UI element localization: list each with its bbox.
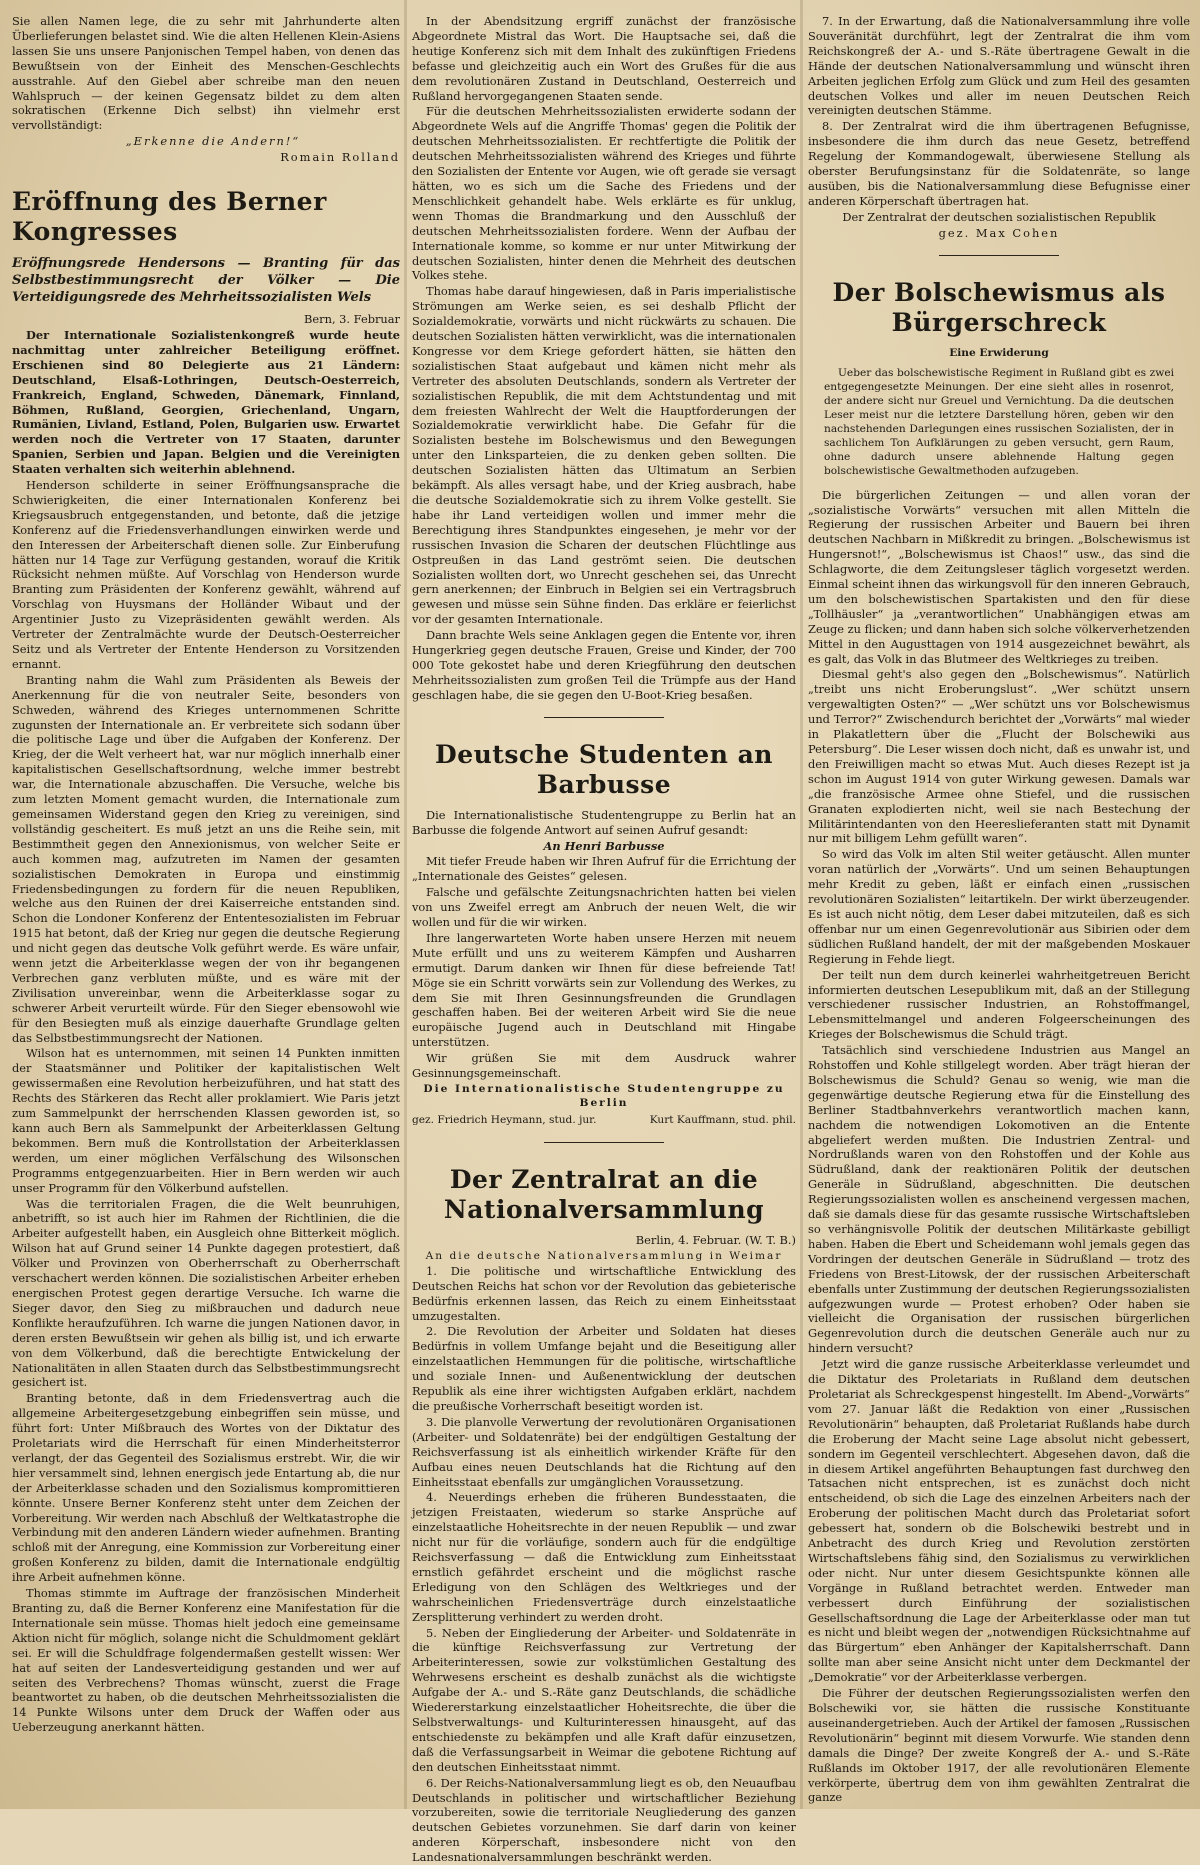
column-middle — [412, 14, 796, 1865]
students-signature: Die Internationalistische Studentengruppe zu Berlin — [423, 1083, 785, 1109]
bolsch-paragraph: Tatsächlich sind verschiedene Industrien aus Mangel an Rohstoffen und Kohle stillgelegt worden. Aber trägt hieran der Bolschewismus die Schuld? Genau so wenig, wie man die gegenwärtige deutsche Regierung etwa für die Einstellung des Berliner Stadtbahnverkehrs verantwortlich machen kann, nachdem die notwendigen Lokomotiven an die Entente abgeliefert werden mußten. Die Industrien Zentral- und Nordrußlands waren von den Rohstoffen und der Kohle aus Südrußland, dank der reaktionären Politik der deutschen Generäle in Südrußland, abgeschnitten. Die deutschen Regierungssozialisten wollen es anscheinend vergessen machen, daß sie damals diese für das gesamte russische Wirtschaftsleben so verhängnisvolle Politik der deutschen Militärkaste gebilligt haben. Haben die Ebert und Scheidemann wohl jemals gegen das Vordringen der deutschen Generäle in Südrußland — trotz des Friedens von Brest-Litowsk, der der russischen Arbeiterschaft ebenfalls unter Zustimmung der deutschen Regierungssozialisten aufgezwungen wurde — Protest erhoben? Oder haben sie vielleicht die Organisation der russischen bürgerlichen Gegenrevolution durch die deutschen Generäle auch nur zu hindern versucht? — [808, 1043, 1190, 1356]
subheadline-bern-congress: Eröffnungsrede Hendersons — Branting für das Selbstbestimmungsrecht der Völker — Die Verteidigungsrede des Mehrheitssozialisten Wels — [12, 256, 400, 306]
zentral-address: An die deutsche Nationalversammlung in Weimar — [425, 1249, 783, 1262]
article-paragraph: Thomas habe darauf hingewiesen, daß in Paris imperialistische Strömungen am Werke seien, es sei deshalb Pflicht der Sozialdemokratie, vorwärts und nicht rückwärts zu schauen. Die deutschen Sozialisten hätten verwirklicht, was die internationalen Kongresse vor dem Kriege gefordert hätten, sie hätten den sozialistischen Staat aufgebaut und kämen nicht mehr als Vertreter des absoluten Deutschlands, sondern als Vertreter der sozialistischen Republik, die mit dem Achtstundentag und mit dem freiesten Wahlrecht der Welt die Hauptforderungen der Sozialdemokratie verwirklicht habe. Die Gefahr für die Sozialisten bestehe im Bolschewismus und den Bewegungen unter den Linksparteien, die zu denken geben sollten. Die deutschen Sozialisten hätten das Ultimatum an Serbien bekämpft. Als alles versagt habe, und der Krieg ausbrach, habe die deutsche Sozialdemokratie sich zu ihrem Volke gestellt. Sie habe ihr Land verteidigen wollen und immer mehr die Berechtigung ihres Standpunktes eingesehen, je mehr vor der russischen Invasion die Scharen der deutschen Flüchtlinge aus Ostpreußen in das Land geströmt seien. Die deutschen Sozialisten wollten dort, wo Unrecht geschehen sei, das Unrecht gern anerkennen; der Einbruch in Belgien sei ein Vertragsbruch gewesen und müsse sein Sühne finden. Das erkläre er feierlichst vor der gesamten Internationale. — [412, 284, 796, 627]
students-paragraph: Falsche und gefälschte Zeitungsnachrichten hatten bei vielen von uns Zweifel erregt am Anbruch der neuen Welt, die wir wollen und für die wir wirken. — [412, 885, 796, 930]
intro-text: Sie allen Namen lege, die zu sehr mit Jahrhunderte alten Überlieferungen belastet sind. Wie die alten Hellenen Klein-Asiens lassen Sie uns unsere Panjonischen Tempel haben, von denen das Bewußtsein von der Einheit des Menschen-Geschlechts ausstrahle. Auf den Giebel aber schreibe man den neuen Wahlspruch — der keinen Gegensatz bildet zu dem alten sokratischen (Erkenne Dich selbst) ihn vielmehr erst vervollständigt: — [12, 14, 400, 133]
article-paragraph: Branting betonte, daß in dem Friedensvertrag auch die allgemeine Arbeitergesetzgebung einbegriffen sein müsse, und führt fort: Unter Mißbrauch des Wortes von der Diktatur des Proletariats wird die Herrschaft für einen Minderheitsterror verlangt, der das Gegenteil des Sozialismus erstrebt. Wir, die wir hier versammelt sind, lehnen energisch jede Entartung ab, die nur der Arbeiterklasse schaden und den Sozialismus kompromittieren könnte. Unsere Berner Konferenz steht unter dem Zeichen der Vorbereitung. Wir werden nach Abschluß der Weltkatastrophe die Verbindung mit den anderen Ländern wieder aufnehmen. Branting schloß mit der Anregung, eine Kommission zur Vorbereitung einer großen Konferenz zu bilden, damit die Internationale endgültig ihre Arbeit aufnehmen könne. — [12, 1391, 400, 1585]
section-divider — [544, 1142, 664, 1143]
bolsch-paragraph: Diesmal geht's also gegen den „Bolschewismus“. Natürlich „treibt uns nicht Eroberungslust“. „Wer schützt unsern vergewaltigten Osten?“ — „Wer schützt uns vor Bolschewismus und Terror?“ Zwischendurch berichtet der „Vorwärts“ mal wieder in Plakatlettern über die „Flucht der Bolschewiki aus Petersburg“. Die Leser wissen doch nicht, daß es unwahr ist, und den Freiwilligen macht so etwas Mut. Auch dieses Rezept ist ja schon im August 1914 von guter Wirkung gewesen. Damals war „die französische Armee ohne Stiefel, und die russischen Granaten explodierten nicht, weil sie nach Bestechung der Militärintendanten von den Heereslieferanten statt mit Dynamit nur mit billigem Lehm gefüllt waren“. — [808, 667, 1190, 846]
students-intro: Die Internationalistische Studentengruppe zu Berlin hat an Barbusse die folgende Antwort auf seinen Aufruf gesandt: — [412, 807, 796, 837]
zentral-point: 7. In der Erwartung, daß die Nationalversammlung ihre volle Souveränität durchführt, legt der Zentralrat die ihm vom Reichskongreß der A.- und S.-Räte übertragene Gewalt in die Hände der deutschen Nationalversammlung und wünscht ihren Arbeiten jeglichen Erfolg zum Glück und zum Heil des gesamten deutschen Volkes und aller im neuen Deutschen Reich vereinigten deutschen Stämme. — [808, 14, 1190, 118]
zentral-point: 5. Neben der Eingliederung der Arbeiter- und Soldatenräte in die künftige Reichsverfassung zur Vertretung der Arbeiterinteressen, sowie zur volkstümlichen Gestaltung des Wehrwesens erscheint es deshalb zunächst als die wichtigste Aufgabe der A.- und S.-Räte ganz Deutschlands, die schädliche Wiedererstarkung einzelstaatlicher Hoheitsrechte, die über die Selbstverwaltungs- und Kulturinteressen hinausgeht, auf das entschiedenste zu bekämpfen und alle Kraft dafür einzusetzen, daß die Verfassungsarbeit in Weimar die gebotene Richtung auf den deutschen Einheitsstaat nimmt. — [412, 1625, 796, 1774]
students-salutation: An Henri Barbusse — [543, 838, 665, 853]
article-paragraph: Für die deutschen Mehrheitssozialisten erwiderte sodann der Abgeordnete Wels auf die Angriffe Thomas' gegen die Politik der deutschen Mehrheitssozialisten. Er rechtfertigte die Politik der deutschen Mehrheitssozialisten während des Krieges und führte den Sozialisten der Entente vor Augen, wie oft gerade sie versagt hätten, wo es sich um die Sache des Friedens und der Menschlichkeit gehandelt habe. Wels erklärte es für unklug, wenn Thomas die Brandmarkung und den Ausschluß der deutschen Mehrheitssozialisten fordere. Wenn der Aufbau der Internationale komme, so komme er nur unter Mitwirkung der deutschen Sozialisten, hinter denen die Mehrheit des deutschen Volkes stehe. — [412, 104, 796, 283]
column-rule — [800, 0, 803, 1809]
headline-zentralrat: Der Zentralrat an die Nationalversammlung — [443, 1164, 765, 1224]
column-left — [12, 14, 400, 1795]
students-signer: gez. Friedrich Heymann, stud. jur. — [412, 1114, 597, 1126]
zentral-signer: gez. Max Cohen — [938, 225, 1060, 240]
article-paragraph: Dann brachte Wels seine Anklagen gegen die Entente vor, ihren Hungerkrieg gegen deutsche Frauen, Greise und Kinder, der 700 000 Tote gekostet habe und deren Kriegführung den deutschen Mehrheitssozialisten zum großen Teil die Trümpfe aus der Hand geschlagen habe, die sie gegen den U-Boot-Krieg besaßen. — [412, 628, 796, 702]
article-paragraph: Henderson schilderte in seiner Eröffnungsansprache die Schwierigkeiten, die einer Internationalen Konferenz bei Kriegsausbruch entgegenstanden, und betonte, daß die jetzige Konferenz auf die Friedensverhandlungen einwirken werde und den Interessen der Arbeiterschaft dienen solle. Zur Einberufung hätten nur 14 Tage zur Verfügung gestanden, worauf die Kritik Rücksicht nehmen müßte. Auf Vorschlag von Henderson wurde Branting zum Präsidenten der Konferenz gewählt, während auf Vorschlag von Huysmans der Holländer Wibaut und der Argentinier Justo zu Vizepräsidenten gewählt werden. Als Vertreter der Zentralmächte wurde der Deutsch-Oesterreicher Seitz und als Vertreter der Entente Henderson zu Vorsitzenden ernannt. — [12, 478, 400, 671]
zentral-point: 3. Die planvolle Verwertung der revolutionären Organisationen (Arbeiter- und Soldatenräte) bei der endgültigen Gestaltung der Reichsverfassung ist als einheitlich wirkender Kräfte für den Aufbau eines neuen Deutschlands hat die Richtung auf den Einheitsstaat ebenfalls zur umgänglichen Voraussetzung. — [412, 1414, 796, 1489]
bolsch-paragraph: Die bürgerlichen Zeitungen — und allen voran der „sozialistische Vorwärts“ versuchen mit allen Mitteln die Regierung der russischen Arbeiter und Bauern bei ihren deutschen Nachbarn in Mißkredit zu bringen. „Bolschewismus ist Hungersnot!“, „Bolschewismus ist Chaos!“ usw., das sind die Schlagworte, die dem Zeitungsleser täglich vorgesetzt werden. Einmal scheint ihnen das wirkungsvoll für den inneren Gebrauch, um den bolschewistischen Spartakisten und den für diese „Tollhäusler“ ja „verantwortlichen“ Unabhängigen etwas am Zeuge zu flicken; und dann haben sich solche völkerverhetzenden Mittel in den Augusttagen von 1914 ausgezeichnet bewährt, als es galt, das Volk in das Blutmeer des Weltkrieges zu treiben. — [808, 487, 1190, 666]
column-rule — [404, 0, 407, 1809]
students-signers — [412, 1113, 796, 1128]
article-paragraph: Der Internationale Sozialistenkongreß wurde heute nachmittag unter zahlreicher Beteiligung eröffnet. Erschienen sind 80 Delegierte aus 21 Ländern: Deutschland, Elsaß-Lothringen, Deutsch-Oesterreich, Frankreich, England, Schweden, Dänemark, Finnland, Böhmen, Rußland, Georgien, Griechenland, Ungarn, Rumänien, Livland, Estland, Polen, Bulgarien usw. Erwartet werden noch die Vertreter von 17 Staaten, darunter Spanien, Serbien und Japan. Belgien und die Vereinigten Staaten verhalten sich weiterhin ablehnend. — [12, 327, 400, 477]
zentral-point: 8. Der Zentralrat wird die ihm übertragenen Befugnisse, insbesondere die ihm durch das neue Gesetz, betreffend Regelung der Kommandogewalt, überwiesene Stellung als oberster Berufungsinstanz für die Soldatenräte, so lange ausüben, bis die Nationalversammlung diese Befugnisse einer anderen Körperschaft übertragen hat. — [808, 119, 1190, 208]
article-paragraph: Branting nahm die Wahl zum Präsidenten als Beweis der Anerkennung für die von neutraler Seite, besonders von Schweden, während des Krieges unternommenen Schritte zugunsten der Internationale an. Er verbreitete sich sodann über die politische Lage und über die Aufgaben der Konferenz. Der Krieg, der die Welt verheert hat, war nur möglich innerhalb einer kapitalistischen Gesellschaftsordnung, welche immer bestrebt war, die Internationale abzuschaffen. Die Versuche, welche bis zum letzten Moment gemacht wurden, die Internationale zum gemeinsamen Widerstand gegen den Krieg zu vereinigen, sind vollständig gescheitert. Es muß jetzt an uns die Reihe sein, mit Bestimmtheit gegen den Annexionismus, von welcher Seite er auch kommen mag, aufzutreten im Namen der gesamten sozialistischen Demokraten in Europa und einstimmig Friedensbedingungen zu fordern für die neuen Republiken, welche aus den Ruinen der drei Kaiserreiche entstanden sind. Schon die Londoner Konferenz der Ententesozialisten im Februar 1915 hat betont, daß der Krieg nur gegen die deutsche Regierung und nicht gegen das deutsche Volk geführt werde. Es wäre unfair, wenn jetzt die Arbeiterklasse wegen der von ihr begangenen Verbrechen ganz verbluten müßte, und es wäre mit der Zivilisation unvereinbar, wenn die Arbeiterklasse sogar zu schwerer Arbeit verurteilt würde. Für den Sieger ebensowohl wie für den Besiegten muß als einzige dauerhafte Grundlage gelten das Selbstbestimmungsrecht der Nationen. — [12, 672, 400, 1045]
students-paragraph: Wir grüßen Sie mit dem Ausdruck wahrer Gesinnungsgemeinschaft. — [412, 1051, 796, 1081]
headline-bern-congress: Eröffnung des Berner Kongresses — [12, 187, 327, 247]
bolsch-paragraph: Der teilt nun dem durch keinerlei wahrheitgetreuen Bericht informierten deutschen Lesepublikum mit, daß an der Stillegung verschiedener russischer Industrien, an Rohstoffmangel, Lebensmittelmangel und anderen Folgeerscheinungen des Krieges der Bolschewismus die Schuld trägt. — [808, 967, 1190, 1042]
bolsch-lead: Ueber das bolschewistische Regiment in Rußland gibt es zwei entgegengesetzte Meinungen. Der eine sieht alles in rosenrot, der andere sicht nur Greuel und Vernichtung. Da die deutschen Leser meist nur die letztere Darstellung hören, geben wir den nachstehenden Darlegungen eines russischen Sozialisten, der in sachlichem Ton Aufklärungen zu geben versucht, gern Raum, ohne dadurch unsere ablehnende Haltung gegen bolschewistische Gewaltmethoden aufzugeben. — [824, 366, 1174, 477]
article-paragraph: Wilson hat es unternommen, mit seinen 14 Punkten inmitten der Staatsmänner und Politiker der kapitalistischen Welt gewissermaßen eine Revolution herbeizuführen, und hat statt des Rechts des Stärkeren das Recht aller proklamiert. Wie Paris jetzt zum Sammelpunkt der herrschenden Klassen geworden ist, so kann auch Bern als Sammelpunkt der Arbeiterklassen Geltung bekommen. Bern muß die Kontrollstation der Arbeiterklassen werden, um einer möglichen Verfälschung des Wilsonschen Programms entgegenzuarbeiten. Hier in Bern werden wir auch unser Programm für den Völkerbund aufstellen. — [12, 1046, 400, 1195]
section-divider — [544, 717, 664, 718]
zentral-dateline: Berlin, 4. Februar. (W. T. B.) — [635, 1232, 796, 1247]
bolsch-paragraph: Jetzt wird die ganze russische Arbeiterklasse verleumdet und die Diktatur des Proletariats in Rußland dem deutschen Proletariat als Schreckgespenst hingestellt. Im Abend-„Vorwärts“ vom 27. Januar läßt die Redaktion von einer „Russischen Revolutionärin“ behaupten, daß Proletariat Rußlands habe durch die Eroberung der Macht seine Lage absolut nicht gebessert, sondern im Gegenteil verschlechtert. Abgesehen davon, daß die in diesem Artikel angeführten Behauptungen fast durchweg den Tatsachen nicht entsprechen, ist es zunächst doch nicht entscheidend, ob sich die Lage des einzelnen Arbeiters nach der Eroberung der politischen Macht durch das Proletariat sofort gebessert hat, sondern ob die Bolschewiki bestrebt und in Anbetracht des durch Krieg und Revolution zerstörten Wirtschaftslebens fähig sind, den Sozialismus zu verwirklichen oder nicht. Nur unter diesem Gesichtspunkte können alle Vorgänge in Rußland betrachtet werden. Entweder man verbessert durch Einführung der sozialistischen Gesellschaftsordnung die Lage der Arbeiterklasse oder man tut es nicht und bleibt wegen der „notwendigen Rücksichtnahme auf das Bürgertum“ eben Anhänger der Kapitalsherrschaft. Dann sollte man aber seine Ansicht nicht unter dem Deckmantel der „Demokratie“ vor der Arbeiterklasse verbergen. — [808, 1357, 1190, 1685]
zentral-point: 2. Die Revolution der Arbeiter und Soldaten hat dieses Bedürfnis in vollem Umfange bejaht und die Beseitigung aller einzelstaatlichen Hemmungen für die politische, wirtschaftliche und soziale Innen- und Außenentwicklung der deutschen Republik als eine ihrer wichtigsten Aufgaben erklärt, nachdem die preußische Vorherrschaft beseitigt worden ist. — [412, 1324, 796, 1413]
article-paragraph: In der Abendsitzung ergriff zunächst der französische Abgeordnete Mistral das Wort. Die Hauptsache sei, daß die heutige Konferenz sich mit dem Inhalt des zukünftigen Friedens befasse und gleichzeitig auch ein Wort des Grußes für die aus dem revolutionären Zustand in Deutschland, Oesterreich und Rußland hervorgegangenen Staaten sende. — [412, 14, 796, 103]
article-paragraph: Was die territorialen Fragen, die die Welt beunruhigen, anbetrifft, so ist auch hier im Rahmen der Richtlinien, die die Arbeiter aufgestellt haben, ein Ausgleich ohne Bitterkeit möglich. Wilson hat auf Grund seiner 14 Punkte dagegen protestiert, daß Völker und Provinzen von Oberherrschaft zu Oberherrschaft verschachert werden können. Die sozialistischen Arbeiter erheben energischen Protest gegen derartige Versuche. Ich warne die Sieger davor, den Sieg zu mißbrauchen und dadurch neue Konflikte heraufzuführen. Ich warne die jungen Nationen davor, in deren ersten Bewußtsein wir gehen als billig ist, und ich erwarte von dem Völkerbund, daß die berechtigte Entwickelung der Nationalitäten in allen Staaten durch das Selbstbestimmungsrecht gesichert ist. — [12, 1196, 400, 1390]
students-signer: Kurt Kauffmann, stud. phil. — [649, 1114, 796, 1126]
motto-author: Romain Rolland — [280, 150, 400, 165]
bolsch-paragraph: Die Führer der deutschen Regierungssozialisten werfen den Bolschewiki vor, sie hätten die russische Konstituante auseinandergetrieben. Auch der Artikel der famosen „Russischen Revolutionärin“ beginnt mit diesem Vorwurfe. Wie standen denn damals die Dinge? Der zweite Kongreß der A.- und S.-Räte Rußlands im Oktober 1917, der alle revolutionären Elemente verkörperte, übertrug dem von ihm gewählten Zentralrat die ganze — [808, 1686, 1190, 1805]
column-right — [808, 14, 1190, 1805]
headline-bolschewismus: Der Bolschewismus als Bürgerschreck — [832, 277, 1166, 337]
bolsch-subheadline: Eine Erwiderung — [949, 346, 1049, 359]
zentral-point: 4. Neuerdings erheben die früheren Bundesstaaten, die jetzigen Freistaaten, wiederum so starke Ansprüche auf einzelstaatliche Hoheitsrechte in der neuen Republik — und zwar nicht nur für die vorläufige, sondern auch für die endgültige Reichsverfassung — daß die Entwicklung zum Einheitsstaat ernstlich gefährdet erscheint und die möglichst rasche Erledigung von den Schlägen des Weltkrieges und der wahrscheinlichen Friedensverträge durch einzelstaatliche Zersplitterung verhindert zu werden droht. — [412, 1490, 796, 1624]
motto: „Erkenne die Andern!“ — [125, 134, 301, 149]
zentral-point: 1. Die politische und wirtschaftliche Entwicklung des Deutschen Reichs hat schon vor der Revolution das gebieterische Bedürfnis erkennen lassen, das Reich zu einem Einheitsstaat umzugestalten. — [412, 1263, 796, 1323]
zentral-point: 6. Der Reichs-Nationalversammlung liegt es ob, den Neuaufbau Deutschlands in politischer und wirtschaftlicher Beziehung vorzubereiten, sowie die territoriale Neugliederung des ganzen deutschen Gebietes vorzunehmen. Sie darf darin von keiner anderen Körperschaft, insbesondere nicht von den Landesnationalversammlungen beschränkt werden. — [412, 1775, 796, 1865]
dateline: Bern, 3. Februar — [304, 312, 400, 327]
headline-students: Deutsche Studenten an Barbusse — [435, 739, 773, 799]
zentral-closing: Der Zentralrat der deutschen sozialistischen Republik — [842, 209, 1156, 224]
bolsch-paragraph: So wird das Volk im alten Stil weiter getäuscht. Allen munter voran natürlich der „Vorwärts“. Und um seinen Behauptungen mehr Kredit zu geben, läßt er einfach einen „russischen revolutionären Sozialisten“ leitartikeln. Der wirkt überzeugender. Es ist auch nicht nötig, dem Leser dabei mitzuteilen, daß es sich offenbar nur um einen Gegenrevolutionär aus Sibirien oder dem südlichen Rußland handelt, der mit der maßgebenden Moskauer Regierung in Fehde liegt. — [808, 847, 1190, 966]
students-paragraph: Mit tiefer Freude haben wir Ihren Aufruf für die Errichtung der „Internationale des Geistes“ gelesen. — [412, 854, 796, 884]
section-divider — [939, 255, 1059, 256]
students-paragraph: Ihre langerwarteten Worte haben unsere Herzen mit neuem Mute erfüllt und uns zu weiterem Kämpfen und Ausharren ermutigt. Darum danken wir Ihnen für diese befreiende Tat! Möge sie ein Schritt vorwärts sein zur Vollendung des Werkes, zu dem Sie mit Ihren Gesinnungsfreunden die Grundlagen geschaffen haben. Bei der weiteren Arbeit wird Sie die neue europäische Jugend auch in Deutschland mit Hingabe unterstützen. — [412, 930, 796, 1050]
article-paragraph: Thomas stimmte im Auftrage der französischen Minderheit Branting zu, daß die Berner Konferenz eine Manifestation für die Internationale sein müsse. Thomas hielt jedoch eine gemeinsame Aktion nicht für möglich, solange nicht die Schuldmoment geklärt sei. Er will die Schuldfrage folgendermaßen gestellt wissen: Wer hat auf seiten der Landesverteidigung gestanden und wer auf seiten des Verbrechens? Thomas wünscht, zuerst die Frage beantwortet zu haben, ob die deutschen Mehrheitssozialisten die 14 Punkte Wilsons unter dem Druck der Waffen oder aus Ueberzeugung anerkannt hätten. — [12, 1586, 400, 1735]
